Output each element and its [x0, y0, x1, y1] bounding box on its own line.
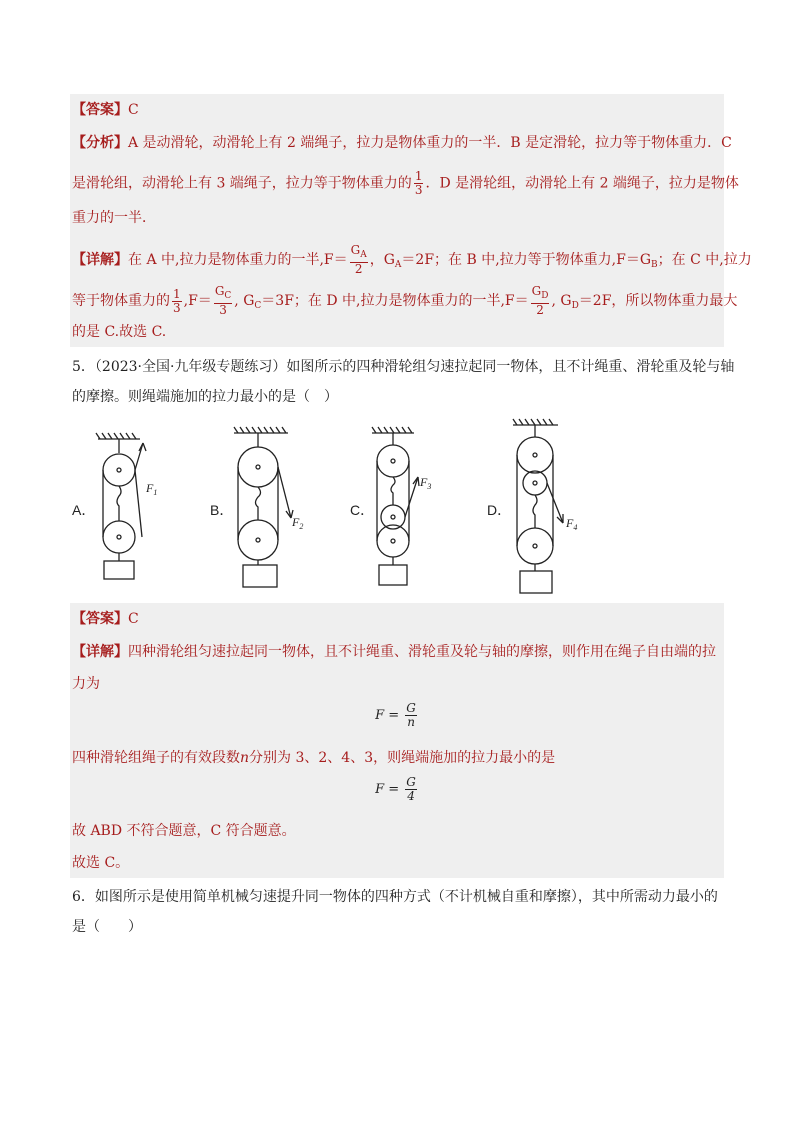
- q5-detail-line-5: 故选 C。: [72, 855, 130, 871]
- fraction-gd-over-2: $\frac{G_D}{2}$: [531, 284, 549, 317]
- q6-question-line-2: 是（ ）: [72, 919, 142, 935]
- answer-value: C: [128, 102, 139, 118]
- q5-detail-line-1: 【详解】四种滑轮组匀速拉起同一物体，且不计绳重、滑轮重及轮与轴的摩擦，则作用在绳子自由端的拉: [72, 644, 716, 660]
- answer-value: C: [128, 611, 139, 627]
- force-label-f1: $F_1$: [146, 481, 158, 497]
- q4-answer-line: [72, 100, 139, 120]
- q4-analysis-line-2: 是滑轮组，动滑轮上有 3 端绳子，拉力等于物体重力的 $\frac{1}{3}$ ．D 是滑轮组，动滑轮上有 2 端绳子，拉力是物体: [72, 169, 739, 197]
- fraction-ga-over-2: $\frac{G_A}{2}$: [350, 243, 367, 276]
- q5-detail-line-4: 故 ABD 不符合题意，C 符合题意。: [72, 823, 296, 839]
- q4-detail-line-3: 的是 C.故选 C.: [72, 324, 167, 340]
- pulley-figure-c: [372, 427, 419, 585]
- equation-f-g-over-4: F = $\frac{G}{4}$: [375, 775, 416, 803]
- q5-question-line-2: 的摩擦。则绳端施加的拉力最小的是（ ）: [72, 389, 338, 405]
- option-c-label: C．: [350, 502, 375, 518]
- answer-tag: 【答案】: [72, 102, 128, 118]
- fraction-one-third: $\frac{1}{3}$: [414, 169, 423, 197]
- analysis-tag: 【分析】: [72, 135, 128, 151]
- pulley-diagrams: [0, 415, 794, 615]
- fraction-one-third-b: $\frac{1}{3}$: [173, 286, 181, 315]
- fraction-gc-over-3: $\frac{G_C}{3}$: [214, 284, 232, 317]
- pulley-figure-a: [96, 433, 146, 579]
- option-b-label: B．: [210, 502, 234, 518]
- option-d-label: D．: [487, 502, 512, 518]
- q6-question-line-1: 6．如图所示是使用简单机械匀速提升同一物体的四种方式（不计机械自重和摩擦），其中所需动力最小的: [72, 889, 718, 905]
- pulley-figure-d: [513, 419, 563, 593]
- option-a-label: A．: [72, 502, 96, 518]
- q4-analysis-line-3: 重力的一半．: [72, 210, 156, 226]
- force-label-f4: $F_4$: [566, 516, 578, 532]
- equation-f-g-over-n: F = $\frac{G}{n}$: [375, 701, 416, 729]
- force-label-f3: $F_3$: [420, 475, 432, 491]
- q5-question-line-1: 5．（2023·全国·九年级专题练习）如图所示的四种滑轮组匀速拉起同一物体，且不计绳重、滑轮重及轮与轴: [72, 359, 735, 375]
- detail-tag: 【详解】: [72, 644, 128, 660]
- q4-detail-line-1: 【详解】在 A 中,拉力是物体重力的一半,F＝ $\frac{G_A}{2}$ ，$G_A=2F$；在 B 中,拉力等于物体重力$,F=G_B$；在 C 中,拉力: [72, 243, 752, 276]
- q4-detail-line-2: 等于物体重力的 $\frac{1}{3}$ ,F＝ $\frac{G_C}{3}$ , $G_C=3F$；在 D 中,拉力是物体重力的一半,F＝ $\frac{G_D}{2}$ , $G_D=2F$，所以物体重力最大: [72, 284, 738, 317]
- q5-detail-line-3: 四种滑轮组绳子的有效段数n分别为 3、2、4、3，则绳端施加的拉力最小的是: [72, 750, 556, 766]
- q5-answer-line: [72, 609, 139, 629]
- q4-analysis-line-1: 【分析】A 是动滑轮，动滑轮上有 2 端绳子，拉力是物体重力的一半．B 是定滑轮，拉力等于物体重力．C: [72, 135, 732, 151]
- pulley-figure-b: [234, 427, 293, 587]
- force-label-f2: $F_2$: [292, 515, 304, 531]
- detail-tag: 【详解】: [72, 252, 128, 268]
- q5-detail-line-2: 力为: [72, 676, 100, 692]
- answer-tag: 【答案】: [72, 611, 128, 627]
